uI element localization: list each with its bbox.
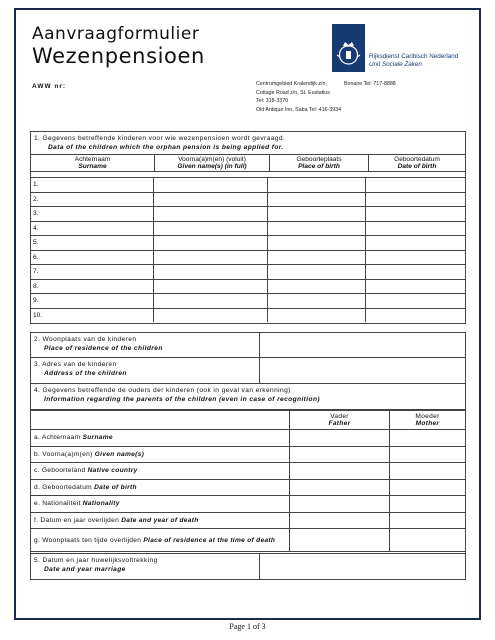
place-of-birth-cell[interactable] xyxy=(268,193,366,207)
given-names-cell[interactable] xyxy=(154,251,268,265)
address-line: Bonaire Tel: 717-8888 xyxy=(344,81,396,87)
col-surname xyxy=(31,155,155,172)
section1-heading-en: Data of the children which the orphan pension is being applied for. xyxy=(48,144,284,151)
row-number: 4. xyxy=(33,224,39,232)
given-names-cell[interactable] xyxy=(154,265,268,279)
table-row xyxy=(31,177,465,192)
table-header-row xyxy=(31,155,465,172)
logo-unit: Unit Sociale Zaken xyxy=(369,61,422,68)
parents-table xyxy=(31,410,465,552)
given-names-cell[interactable] xyxy=(154,236,268,250)
surname-cell[interactable] xyxy=(31,251,154,265)
table-row xyxy=(31,192,465,207)
col-label-nl: Voorna(a)m(en) (voluit) xyxy=(178,156,246,163)
given-names-cell[interactable] xyxy=(154,178,268,192)
parent-row-label xyxy=(31,463,290,480)
parent-row-label xyxy=(31,496,290,513)
col-father-nl: Vader xyxy=(330,413,349,420)
col-label-en: Given name(s) (in full) xyxy=(177,163,247,170)
date-of-birth-cell[interactable] xyxy=(366,265,465,279)
surname-cell[interactable] xyxy=(31,280,154,294)
section-residence xyxy=(30,332,466,358)
father-value-cell[interactable] xyxy=(290,529,390,552)
col-label-en: Date of birth xyxy=(397,163,437,170)
col-label-nl: Achternaam xyxy=(74,156,111,163)
col-mother-en: Mother xyxy=(415,420,440,427)
row-number: 3. xyxy=(33,210,39,217)
logo xyxy=(332,24,472,74)
mother-value-cell[interactable] xyxy=(390,430,466,447)
place-of-birth-cell[interactable] xyxy=(268,207,366,221)
table-row xyxy=(31,308,465,323)
date-of-birth-cell[interactable] xyxy=(366,207,465,221)
table-row xyxy=(31,264,465,279)
parent-row-label-en: Native country xyxy=(87,467,138,475)
surname-cell[interactable] xyxy=(31,309,154,323)
date-of-birth-cell[interactable] xyxy=(366,236,465,250)
form-title-line1: Aanvraagformulier xyxy=(32,24,200,44)
table-row xyxy=(31,206,465,221)
surname-cell[interactable] xyxy=(31,193,154,207)
table-row xyxy=(31,279,465,294)
row-number: 8. xyxy=(33,282,39,290)
row-number: 5. xyxy=(33,239,39,246)
col-label-nl: Geboortedatum xyxy=(394,156,440,163)
given-names-cell[interactable] xyxy=(154,309,268,323)
parent-row-label-en: Given name(s) xyxy=(94,450,145,458)
date-of-birth-cell[interactable] xyxy=(366,294,465,308)
section3-label-en: Address of the children xyxy=(44,370,127,377)
col-mother-nl: Moeder xyxy=(415,413,440,420)
surname-cell[interactable] xyxy=(31,236,154,250)
section1-heading xyxy=(31,132,465,154)
table-row xyxy=(31,221,465,236)
parent-row-label xyxy=(31,529,290,552)
parent-row-label-nl: a. Achternaam xyxy=(34,434,81,442)
children-table xyxy=(31,154,465,172)
address-line: Old Antique Inn, Saba Tel: 416-3934 xyxy=(256,106,342,113)
table-row xyxy=(31,512,465,529)
given-names-cell[interactable] xyxy=(154,280,268,294)
marriage-date-field[interactable] xyxy=(261,554,466,578)
parent-row-label-nl: e. Nationaliteit xyxy=(34,500,81,508)
place-of-birth-cell[interactable] xyxy=(268,178,366,192)
section-address xyxy=(30,358,466,384)
col-label-nl: Geboorteplaats xyxy=(296,156,342,163)
table-row xyxy=(31,479,465,496)
logo-name: Rijksdienst Caribisch Nederland xyxy=(369,53,459,60)
aww-number-label: AWW nr: xyxy=(32,83,67,90)
parent-row-label-en: Date and year of death xyxy=(121,516,199,524)
form-title-line2: Wezenpensioen xyxy=(32,44,205,68)
row-number: 2. xyxy=(33,195,39,203)
father-value-cell[interactable] xyxy=(290,512,390,529)
parent-row-label-nl: f. Datum en jaar overlijden xyxy=(34,516,120,524)
surname-cell[interactable] xyxy=(31,294,154,308)
given-names-cell[interactable] xyxy=(154,207,268,221)
mother-value-cell[interactable] xyxy=(390,529,466,552)
table-row xyxy=(31,496,465,513)
given-names-cell[interactable] xyxy=(154,294,268,308)
date-of-birth-cell[interactable] xyxy=(366,222,465,236)
section4-heading-en: Information regarding the parents of the children (even in case of recognition) xyxy=(44,396,320,403)
table-row xyxy=(31,293,465,308)
col-given-names xyxy=(155,155,270,172)
section2-label xyxy=(31,333,260,359)
page-number: Page 1 of 3 xyxy=(229,622,266,631)
parent-row-label-en: Place of residence at the time of death xyxy=(143,536,276,544)
parents-header-row xyxy=(31,411,465,430)
mother-value-cell[interactable] xyxy=(390,463,466,480)
given-names-cell[interactable] xyxy=(154,193,268,207)
date-of-birth-cell[interactable] xyxy=(366,280,465,294)
address-block xyxy=(256,80,396,114)
residence-field[interactable] xyxy=(261,333,466,357)
surname-cell[interactable] xyxy=(31,178,154,192)
col-place-of-birth xyxy=(270,155,369,172)
row-number: 6. xyxy=(33,253,39,261)
surname-cell[interactable] xyxy=(31,207,154,221)
place-of-birth-cell[interactable] xyxy=(268,222,366,236)
row-number: 1. xyxy=(33,181,39,188)
table-row xyxy=(31,529,465,552)
surname-cell[interactable] xyxy=(31,265,154,279)
address-line: Cottage Road z/n, St. Eustatius xyxy=(256,89,330,96)
crest-icon xyxy=(332,24,365,72)
parent-row-label xyxy=(31,479,290,496)
parent-row-label xyxy=(31,430,290,447)
given-names-cell[interactable] xyxy=(154,222,268,236)
mother-value-cell[interactable] xyxy=(390,496,466,513)
parent-row-label xyxy=(31,446,290,463)
row-number: 7. xyxy=(33,268,39,275)
parent-row-label xyxy=(31,512,290,529)
father-value-cell[interactable] xyxy=(290,496,390,513)
mother-value-cell[interactable] xyxy=(390,479,466,496)
parent-row-label-nl: b. Voorna(a)m(en) xyxy=(34,450,93,458)
place-of-birth-cell[interactable] xyxy=(268,280,366,294)
row-number: 9. xyxy=(33,297,39,304)
address-field[interactable] xyxy=(261,358,466,382)
mother-value-cell[interactable] xyxy=(390,446,466,463)
address-line: Centrumgebied Kralendijk z/n, xyxy=(256,81,327,87)
col-father-en: Father xyxy=(328,420,351,427)
col-label-en: Surname xyxy=(78,163,107,170)
section5-label xyxy=(31,554,260,580)
section-children xyxy=(30,131,466,324)
section-marriage xyxy=(30,554,466,580)
col-date-of-birth xyxy=(369,155,466,172)
date-of-birth-cell[interactable] xyxy=(366,251,465,265)
section2-label-en: Place of residence of the children xyxy=(44,345,163,352)
mother-value-cell[interactable] xyxy=(390,512,466,529)
section-parents xyxy=(30,384,466,554)
table-row xyxy=(31,463,465,480)
father-value-cell[interactable] xyxy=(290,446,390,463)
father-value-cell[interactable] xyxy=(290,430,390,447)
parent-row-label-en: Nationality xyxy=(82,500,120,508)
row-number: 10. xyxy=(33,311,43,319)
date-of-birth-cell[interactable] xyxy=(366,178,465,192)
col-label-en: Place of birth xyxy=(298,163,340,170)
section1-heading-nl: 1. Gegevens betreffende kinderen voor wie wezenpensioen wordt gevraagd. xyxy=(34,135,286,142)
parent-row-label-nl: d. Geboortedatum xyxy=(34,483,92,491)
section3-label xyxy=(31,358,260,384)
table-row xyxy=(31,235,465,250)
place-of-birth-cell[interactable] xyxy=(268,251,366,265)
parent-row-label-nl: g. Woonplaats ten tijde overlijden xyxy=(34,536,142,544)
table-row xyxy=(31,250,465,265)
surname-cell[interactable] xyxy=(31,222,154,236)
address-line: Tel: 318-3370 xyxy=(256,98,289,104)
table-row xyxy=(31,446,465,463)
section4-heading-nl: 4. Gegevens betreffende de ouders der kinderen (ook in geval van erkenning) xyxy=(34,387,291,394)
children-rows xyxy=(31,177,465,322)
place-of-birth-cell[interactable] xyxy=(268,294,366,308)
col-mother xyxy=(390,411,466,430)
parent-row-label-en: Date of birth xyxy=(94,483,137,491)
place-of-birth-cell[interactable] xyxy=(268,265,366,279)
father-value-cell[interactable] xyxy=(290,463,390,480)
date-of-birth-cell[interactable] xyxy=(366,309,465,323)
section5-label-en: Date and year marriage xyxy=(44,566,126,573)
section3-label-nl: 3. Adres van de kinderen xyxy=(34,361,117,368)
section2-label-nl: 2. Woonplaats van de kinderen xyxy=(34,336,137,343)
place-of-birth-cell[interactable] xyxy=(268,236,366,250)
parents-header-blank xyxy=(31,411,290,430)
date-of-birth-cell[interactable] xyxy=(366,193,465,207)
section4-heading xyxy=(31,384,465,410)
col-father xyxy=(290,411,390,430)
father-value-cell[interactable] xyxy=(290,479,390,496)
parent-row-label-nl: c. Geboorteland xyxy=(34,467,86,475)
table-row xyxy=(31,430,465,447)
parent-row-label-en: Surname xyxy=(82,434,113,442)
section5-label-nl: 5. Datum en jaar huwelijksvoltrekking xyxy=(34,557,158,564)
place-of-birth-cell[interactable] xyxy=(268,309,366,323)
